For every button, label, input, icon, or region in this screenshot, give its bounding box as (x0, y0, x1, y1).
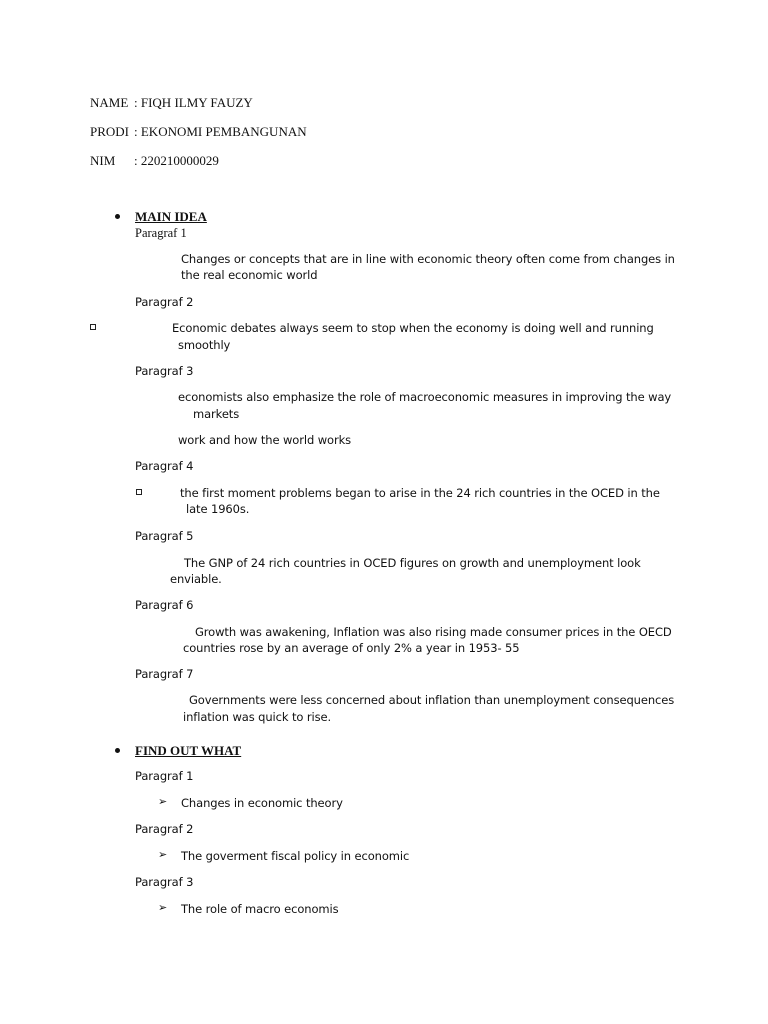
main-idea-paragraf-1-line-1: Changes or concepts that are in line with economic theory often come from changes in (181, 252, 675, 266)
find-out-what-paragraf-3-item: The role of macro economis (181, 902, 339, 916)
bullet-dot-icon (115, 214, 120, 219)
main-idea-paragraf-7-line-1: Governments were less concerned about inflation than unemployment consequences (189, 693, 675, 707)
main-idea-paragraf-1-line-2: the real economic world (181, 268, 318, 282)
main-idea-heading: MAIN IDEA (135, 209, 207, 224)
main-idea-paragraf-6-line-1: Growth was awakening, Inflation was also rising made consumer prices in the OECD (195, 625, 672, 639)
main-idea-paragraf-3-label: Paragraf 3 (135, 364, 194, 378)
main-idea-paragraf-5-line-1: The GNP of 24 rich countries in OCED figures on growth and unemployment look (184, 556, 641, 570)
main-idea-paragraf-3-line-1: economists also emphasize the role of macroeconomic measures in improving the way (178, 390, 672, 404)
find-out-what-paragraf-2-item: The goverment fiscal policy in economic (181, 849, 410, 863)
main-idea-paragraf-4-label: Paragraf 4 (135, 459, 194, 473)
main-idea-paragraf-7-line-2: inflation was quick to rise. (183, 710, 332, 724)
nim-value: : 220210000029 (134, 153, 219, 168)
square-bullet-icon (136, 489, 142, 495)
arrow-bullet-icon: ➢ (158, 795, 168, 808)
prodi-value: : EKONOMI PEMBANGUNAN (134, 124, 307, 139)
find-out-what-paragraf-2-label: Paragraf 2 (135, 822, 194, 836)
main-idea-paragraf-1-label: Paragraf 1 (135, 226, 187, 240)
main-idea-paragraf-5-label: Paragraf 5 (135, 529, 194, 543)
main-idea-paragraf-7-label: Paragraf 7 (135, 667, 194, 681)
main-idea-paragraf-5-line-2: enviable. (170, 572, 222, 586)
name-label: NAME (90, 95, 129, 110)
find-out-what-paragraf-1-label: Paragraf 1 (135, 769, 194, 783)
main-idea-paragraf-3-line-3: work and how the world works (178, 433, 352, 447)
nim-label: NIM (90, 153, 116, 168)
name-value: : FIQH ILMY FAUZY (134, 95, 253, 110)
bullet-dot-icon (115, 748, 120, 753)
main-idea-paragraf-3-line-2: markets (193, 407, 240, 421)
find-out-what-paragraf-1-item: Changes in economic theory (181, 796, 343, 810)
arrow-bullet-icon: ➢ (158, 848, 168, 861)
main-idea-paragraf-6-line-2: countries rose by an average of only 2% a year in 1953- 55 (183, 641, 520, 655)
main-idea-paragraf-4-line-2: late 1960s. (186, 502, 250, 516)
find-out-what-heading: FIND OUT WHAT (135, 743, 242, 758)
prodi-label: PRODI (90, 124, 130, 139)
main-idea-paragraf-2-line-2: smoothly (178, 338, 231, 352)
main-idea-paragraf-2-label: Paragraf 2 (135, 295, 194, 309)
main-idea-paragraf-4-line-1: the first moment problems began to arise in the 24 rich countries in the OCED in the (180, 486, 660, 500)
main-idea-paragraf-2-line-1: Economic debates always seem to stop when the economy is doing well and running (172, 321, 654, 335)
find-out-what-paragraf-3-label: Paragraf 3 (135, 875, 194, 889)
arrow-bullet-icon: ➢ (158, 901, 168, 914)
main-idea-paragraf-6-label: Paragraf 6 (135, 598, 194, 612)
square-bullet-icon (90, 324, 96, 330)
